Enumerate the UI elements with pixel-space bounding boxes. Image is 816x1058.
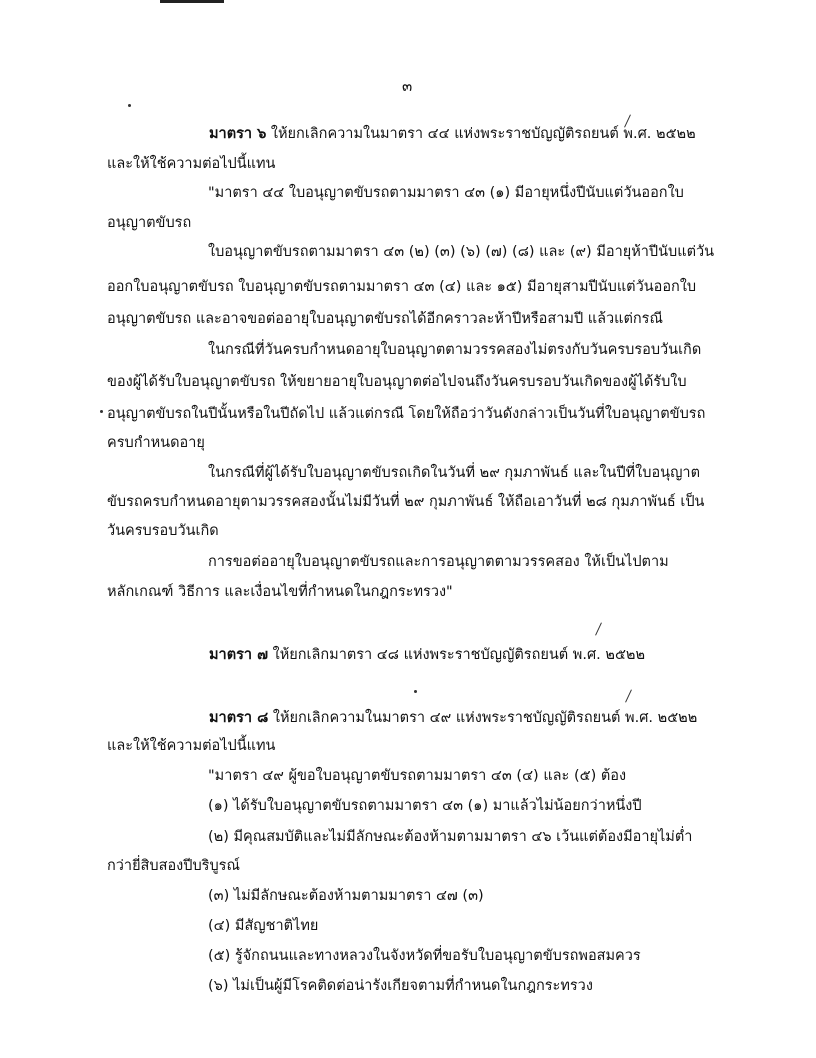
section-6-intro-line — [209, 124, 696, 144]
paragraph-line: ในกรณีที่ผู้ได้รับใบอนุญาตขับรถเกิดในวันที่ ๒๙ กุมภาพันธ์ และในปีที่ใบอนุญาต — [208, 465, 700, 481]
list-item: (๑) ได้รับใบอนุญาตขับรถตามมาตรา ๔๓ (๑) มาแล้วไม่น้อยกว่าหนึ่งปี — [208, 798, 642, 814]
section-intro-cont: และให้ใช้ความต่อไปนี้แทน — [107, 156, 276, 172]
paragraph-line: ใบอนุญาตขับรถตามมาตรา ๔๓ (๒) (๓) (๖) (๗) (๘) และ (๙) มีอายุห้าปีนับแต่วัน — [208, 244, 715, 260]
paragraph-line: อนุญาตขับรถ — [107, 215, 192, 231]
paragraph-line: ขับรถครบกำหนดอายุตามวรรคสองนั้นไม่มีวันที่ ๒๙ กุมภาพันธ์ ให้ถือเอาวันที่ ๒๘ กุมภาพันธ์ เป็น — [107, 494, 705, 510]
paragraph-line: อนุญาตขับรถ และอาจขอต่ออายุใบอนุญาตขับรถได้อีกคราวละห้าปีหรือสามปี แล้วแต่กรณี — [107, 311, 663, 327]
section-8-intro-line — [209, 708, 697, 728]
list-item: (๔) มีสัญชาติไทย — [208, 918, 319, 934]
paragraph-line: การขอต่ออายุใบอนุญาตขับรถและการอนุญาตตามวรรคสอง ให้เป็นไปตาม — [208, 554, 669, 570]
handwritten-tick — [625, 689, 632, 702]
paragraph-line: ของผู้ได้รับใบอนุญาตขับรถ ให้ขยายอายุใบอนุญาตต่อไปจนถึงวันครบรอบวันเกิดของผู้ได้รับใบ — [107, 374, 687, 390]
list-item: (๕) รู้จักถนนและทางหลวงในจังหวัดที่ขอรับใบอนุญาตขับรถพอสมควร — [208, 948, 641, 964]
section-heading: มาตรา ๖ — [209, 126, 267, 142]
paragraph-line: กว่ายี่สิบสองปีบริบูรณ์ — [107, 858, 240, 874]
section-heading: มาตรา ๘ — [209, 710, 269, 726]
paragraph-line: "มาตรา ๔๙ ผู้ขอใบอนุญาตขับรถตามมาตรา ๔๓ (๔) และ (๕) ต้อง — [208, 768, 627, 784]
section-intro: ให้ยกเลิกมาตรา ๔๘ แห่งพระราชบัญญัติรถยนต์ พ.ศ. ๒๕๒๒ — [272, 647, 646, 663]
paragraph-line: ออกใบอนุญาตขับรถ ใบอนุญาตขับรถตามมาตรา ๔๓ (๔) และ ๑๕) มีอายุสามปีนับแต่วันออกใบ — [107, 279, 697, 295]
scan-dot — [100, 410, 103, 413]
scan-dot — [414, 690, 417, 693]
paragraph-line: อนุญาตขับรถในปีนั้นหรือในปีถัดไป แล้วแต่กรณี โดยให้ถือว่าวันดังกล่าวเป็นวันที่ใบอนุญาตขับรถ — [107, 406, 706, 422]
paragraph-line: ในกรณีที่วันครบกำหนดอายุใบอนุญาตตามวรรคสองไม่ตรงกับวันครบรอบวันเกิด — [208, 342, 702, 358]
section-7-intro-line — [209, 645, 645, 665]
list-item: (๖) ไม่เป็นผู้มีโรคติดต่อน่ารังเกียจตามที่กำหนดในกฎกระทรวง — [208, 978, 593, 994]
paragraph-line: หลักเกณฑ์ วิธีการ และเงื่อนไขที่กำหนดในกฎกระทรวง" — [107, 584, 453, 600]
list-item: (๒) มีคุณสมบัติและไม่มีลักษณะต้องห้ามตามมาตรา ๔๖ เว้นแต่ต้องมีอายุไม่ต่ำ — [208, 829, 693, 845]
page-number: ๓ — [402, 77, 413, 95]
section-intro: ให้ยกเลิกความในมาตรา ๔๙ แห่งพระราชบัญญัติรถยนต์ พ.ศ. ๒๕๒๒ — [272, 710, 698, 726]
section-intro-cont: และให้ใช้ความต่อไปนี้แทน — [107, 738, 276, 754]
section-heading: มาตรา ๗ — [209, 647, 268, 663]
section-intro: ให้ยกเลิกความในมาตรา ๔๔ แห่งพระราชบัญญัติรถยนต์ พ.ศ. ๒๕๒๒ — [270, 126, 696, 142]
paragraph-line: "มาตรา ๔๔ ใบอนุญาตขับรถตามมาตรา ๔๓ (๑) มีอายุหนึ่งปีนับแต่วันออกใบ — [208, 185, 684, 201]
handwritten-tick — [595, 622, 602, 635]
scan-artifact — [160, 0, 224, 3]
paragraph-line: ครบกำหนดอายุ — [107, 435, 205, 451]
paragraph-line: วันครบรอบวันเกิด — [107, 523, 219, 539]
list-item: (๓) ไม่มีลักษณะต้องห้ามตามมาตรา ๔๗ (๓) — [208, 888, 484, 904]
scan-dot — [128, 104, 131, 107]
